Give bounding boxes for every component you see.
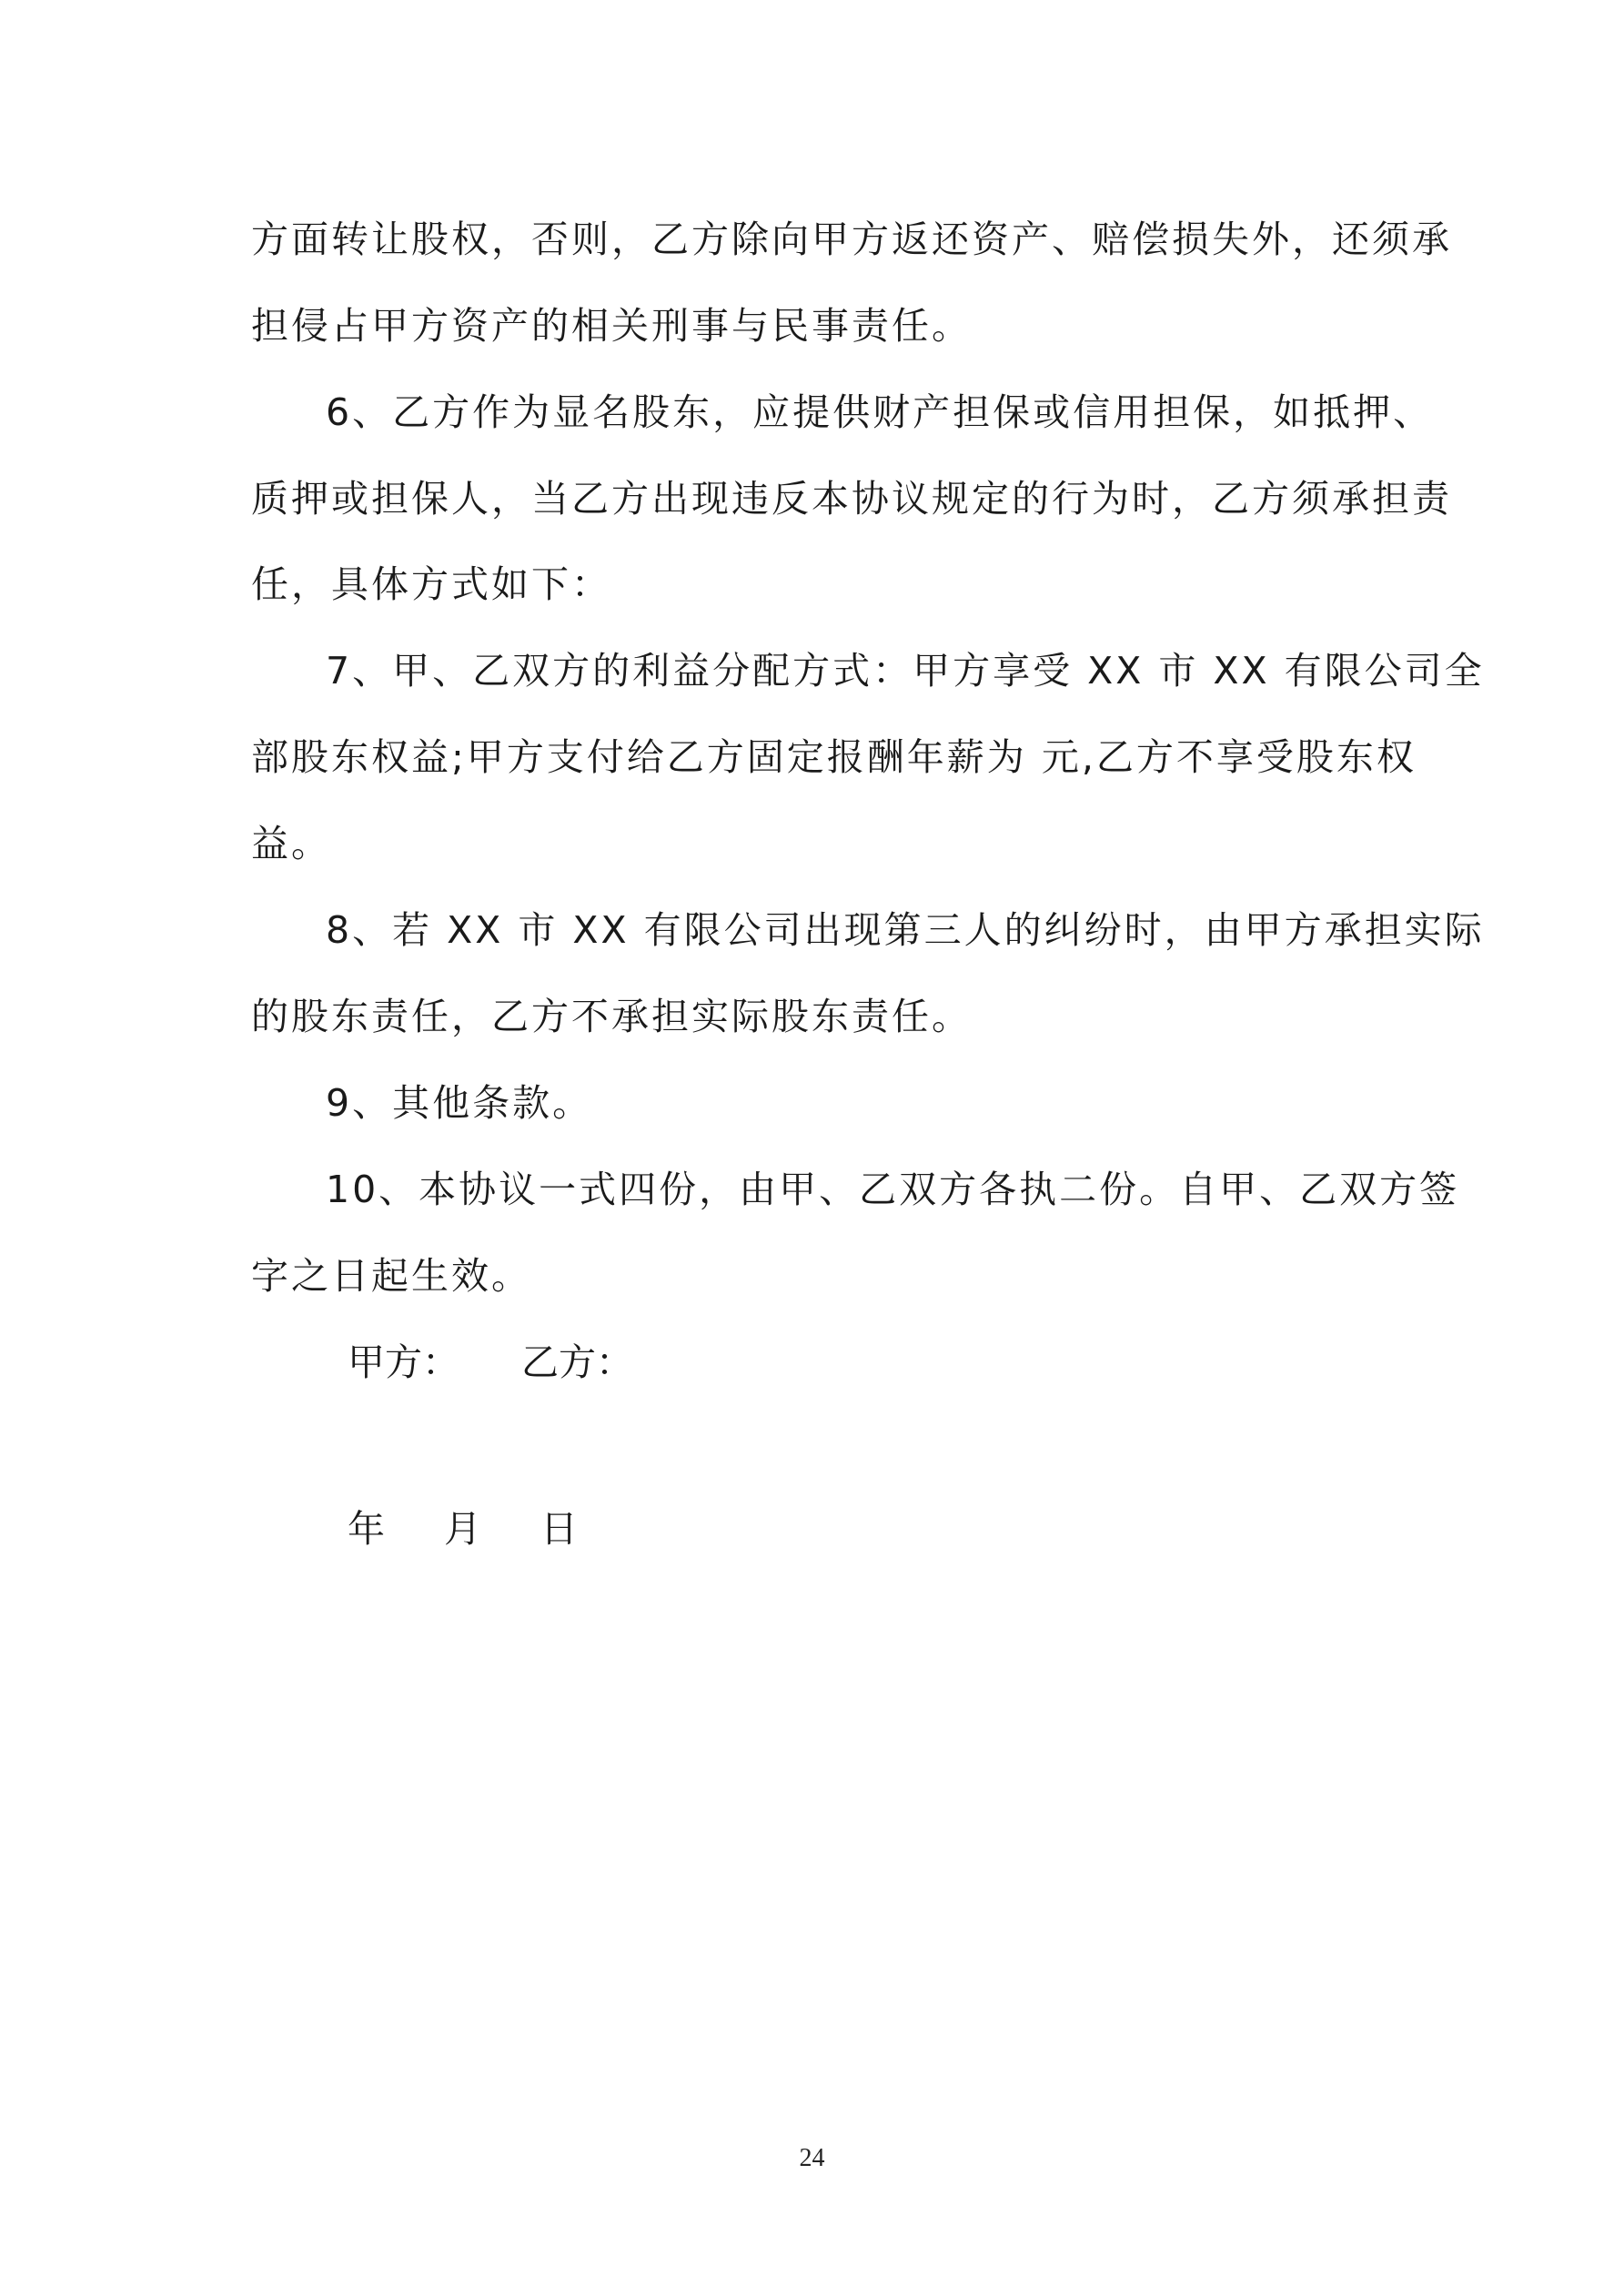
clause-8-line: 8、若 XX 市 XX 有限公司出现第三人的纠纷时，由甲方承担实际: [326, 908, 1485, 952]
date-year-label: 年: [348, 1507, 385, 1551]
paragraph-line: 质押或担保人，当乙方出现违反本协议规定的行为时，乙方须承担责: [251, 477, 1452, 521]
paragraph-line: 益。: [251, 822, 331, 865]
paragraph-line: 任，具体方式如下：: [251, 562, 611, 606]
paragraph-line: 部股东权益;甲方支付给乙方固定报酬年薪为 元,乙方不享受股东权: [251, 735, 1417, 779]
paragraph-line: 方面转让股权，否则，乙方除向甲方返还资产、赔偿损失外，还须承: [251, 217, 1452, 261]
clause-7-line: 7、甲、乙双方的利益分配方式：甲方享受 XX 市 XX 有限公司全: [326, 649, 1485, 693]
paragraph-line: 担侵占甲方资产的相关刑事与民事责任。: [251, 304, 972, 348]
party-b-label: 乙方：: [521, 1340, 633, 1384]
paragraph-line: 字之日起生效。: [251, 1254, 531, 1298]
clause-6-line: 6、乙方作为显名股东，应提供财产担保或信用担保，如抵押、: [326, 390, 1434, 434]
clause-9-line: 9、其他条款。: [326, 1081, 593, 1125]
paragraph-line: 的股东责任，乙方不承担实际股东责任。: [251, 995, 972, 1038]
date-day-label: 日: [540, 1507, 578, 1551]
date-month-label: 月: [444, 1507, 481, 1551]
clause-10-line: 10、本协议一式四份，由甲、乙双方各执二份。自甲、乙双方签: [326, 1168, 1460, 1211]
page-number: 24: [799, 2144, 825, 2172]
party-a-label: 甲方：: [348, 1340, 459, 1384]
